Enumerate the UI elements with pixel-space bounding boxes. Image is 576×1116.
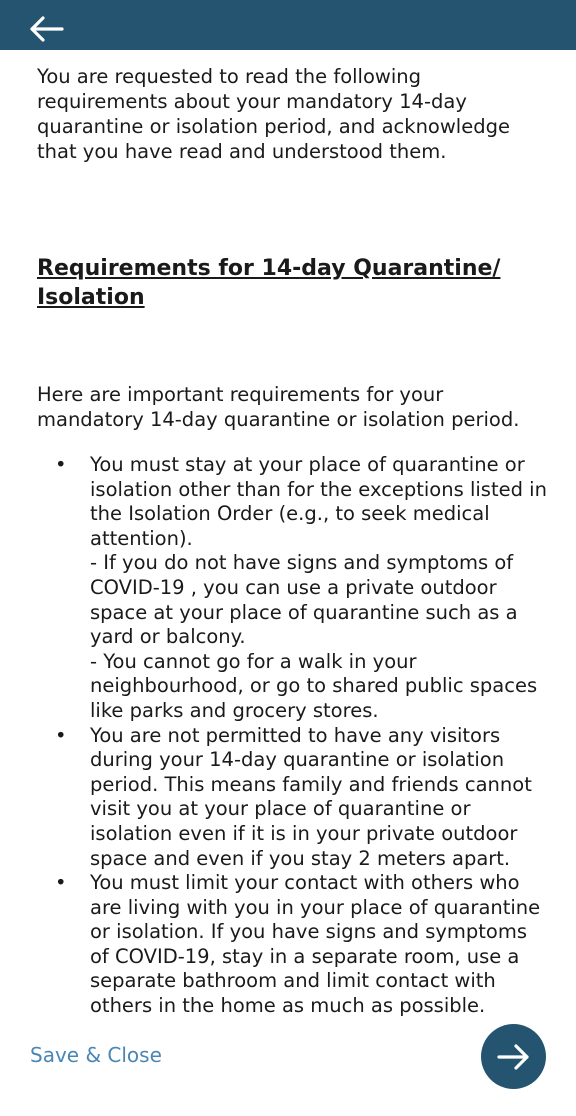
list-item bbox=[37, 453, 547, 724]
content bbox=[37, 64, 547, 1018]
requirement-text: You are not permitted to have any visitors during your 14-day quarantine or isolation period. This means family and friends cannot visit you at your place of quarantine or isolation even if it is in your private outdoor space and even if you stay 2 meters apart. bbox=[90, 723, 532, 870]
save-close-button[interactable]: Save & Close bbox=[30, 1043, 162, 1067]
section-lead: Here are important requirements for your mandatory 14-day quarantine or isolation period. bbox=[37, 383, 520, 431]
requirement-subpoint: - If you do not have signs and symptoms of COVID-19 , you can use a private outdoor space at your place of quarantine such as a yard or balcony. bbox=[90, 551, 518, 649]
bullet: • bbox=[55, 871, 67, 895]
requirement-text: You must limit your contact with others who are living with you in your place of quarantine or isolation. If you have signs and symptoms of COVID-19, stay in a separate room, use a separate bathroom and limit contact with others in the home as much as possible. bbox=[90, 871, 541, 1018]
back-button[interactable] bbox=[28, 16, 72, 46]
next-button[interactable] bbox=[481, 1024, 546, 1089]
requirement-subpoint: - You cannot go for a walk in your neighbourhood, or go to shared public spaces like parks and grocery stores. bbox=[90, 649, 538, 722]
arrow-right-icon bbox=[497, 1043, 531, 1071]
requirement-text: You must stay at your place of quarantine or isolation other than for the exceptions listed in the Isolation Order (e.g., to seek medical attention). bbox=[90, 453, 547, 550]
list-item bbox=[37, 871, 547, 1019]
top-bar bbox=[0, 0, 576, 50]
bullet: • bbox=[55, 723, 67, 747]
bullet: • bbox=[55, 453, 67, 476]
list-item bbox=[37, 724, 547, 872]
arrow-left-icon bbox=[28, 16, 64, 42]
intro-text: You are requested to read the following requirements about your mandatory 14-day quarantine or isolation period, and acknowledge that you have read and understood them. bbox=[37, 65, 510, 163]
requirements-list bbox=[37, 453, 547, 1019]
section-heading: Requirements for 14-day Quarantine/ Isolation bbox=[37, 256, 501, 310]
